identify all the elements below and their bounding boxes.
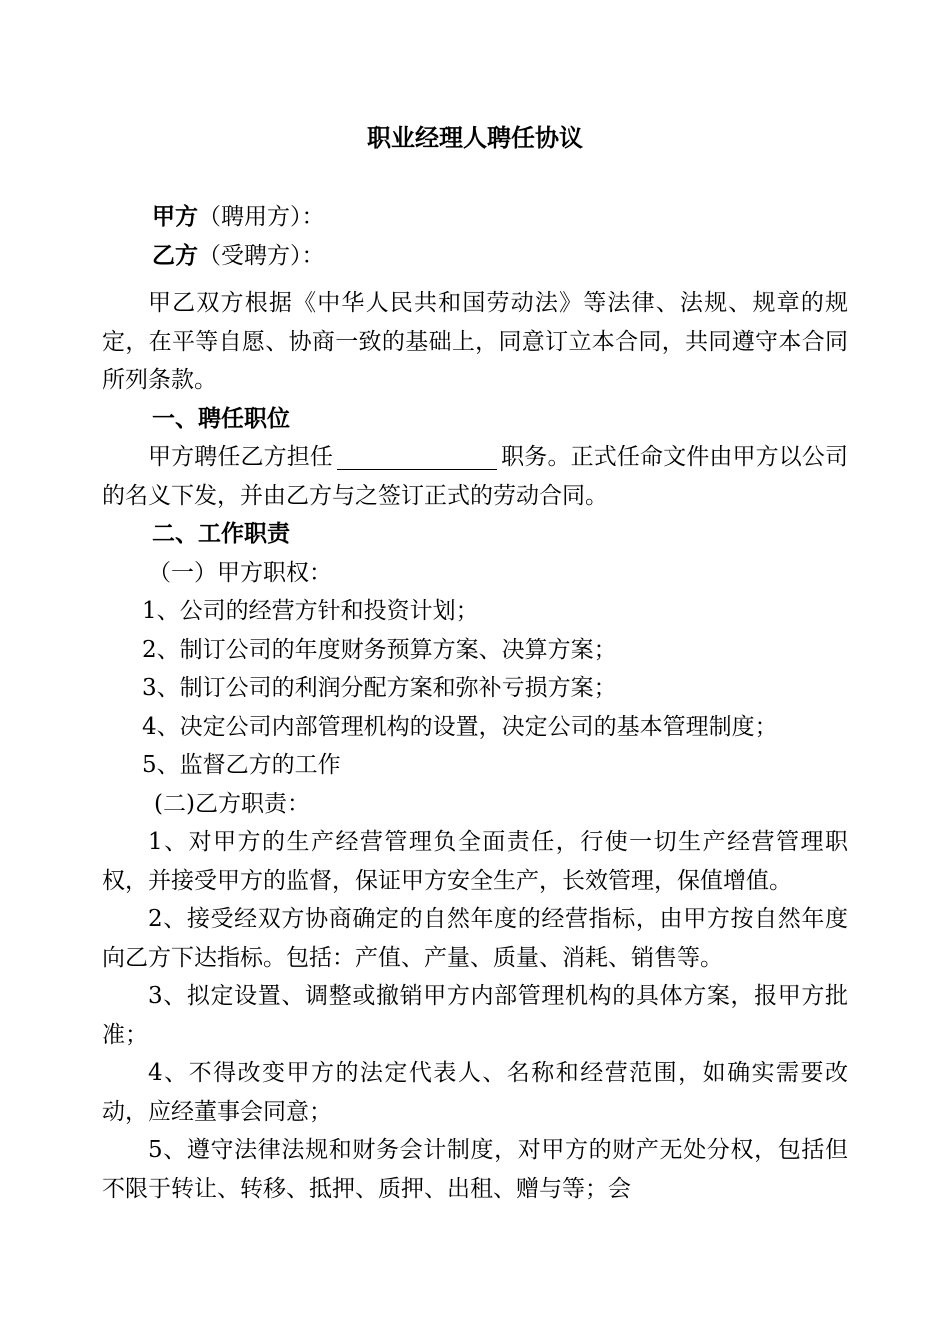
document-title: 职业经理人聘任协议 — [367, 124, 583, 152]
party-b-label: 乙方 — [152, 243, 198, 269]
position-text-before: 甲方聘任乙方担任 — [148, 444, 334, 470]
duty-paragraph: 5、遵守法律法规和财务会计制度，对甲方的财产无处分权，包括但不限于转让、转移、抵押、质押、出租、赠与等；会 — [102, 1137, 848, 1202]
duty-paragraph: 2、接受经双方协商确定的自然年度的经营指标，由甲方按自然年度向乙方下达指标。包括：产值、产量、质量、消耗、销售等。 — [102, 906, 848, 971]
duty-paragraph: 4、不得改变甲方的法定代表人、名称和经营范围，如确实需要改动，应经董事会同意； — [102, 1060, 848, 1125]
list-item: 1、公司的经营方针和投资计划； — [142, 598, 479, 624]
party-a-line — [152, 199, 325, 235]
party-b-text: （受聘方）： — [198, 243, 325, 269]
intro-paragraph: 甲乙双方根据《中华人民共和国劳动法》等法律、法规、规章的规定，在平等自愿、协商一致的基础上，同意订立本合同，共同遵守本合同所列条款。 — [102, 290, 848, 393]
party-a-label: 甲方 — [152, 204, 198, 230]
section-heading-position: 一、聘任职位 — [152, 405, 290, 432]
list-item: 3、制订公司的利润分配方案和弥补亏损方案； — [142, 675, 617, 701]
party-b-line — [152, 238, 325, 274]
section-heading-duties: 二、工作职责 — [152, 521, 290, 547]
duty-paragraph: 1、对甲方的生产经营管理负全面责任，行使一切生产经营管理职权，并接受甲方的监督，保证甲方安全生产，长效管理，保值增值。 — [102, 829, 848, 894]
duty-paragraph: 3、拟定设置、调整或撤销甲方内部管理机构的具体方案，报甲方批准； — [102, 983, 848, 1048]
party-a-text: （聘用方）： — [198, 204, 325, 230]
sub-heading-party-a-powers: （一）甲方职权： — [148, 559, 332, 586]
list-item: 2、制订公司的年度财务预算方案、决算方案； — [142, 636, 617, 663]
position-paragraph — [102, 438, 848, 515]
sub-heading-party-b-duties: (二)乙方职责： — [154, 790, 310, 817]
list-item: 5、监督乙方的工作 — [142, 752, 341, 778]
position-text-after: 职务。正式任命文件由甲方以公司的名义下发，并由乙方与之签订正式的劳动合同。 — [102, 444, 849, 509]
position-fill-blank[interactable] — [337, 443, 497, 470]
list-item: 4、决定公司内部管理机构的设置，决定公司的基本管理制度； — [142, 713, 778, 740]
document-body — [102, 284, 848, 1208]
